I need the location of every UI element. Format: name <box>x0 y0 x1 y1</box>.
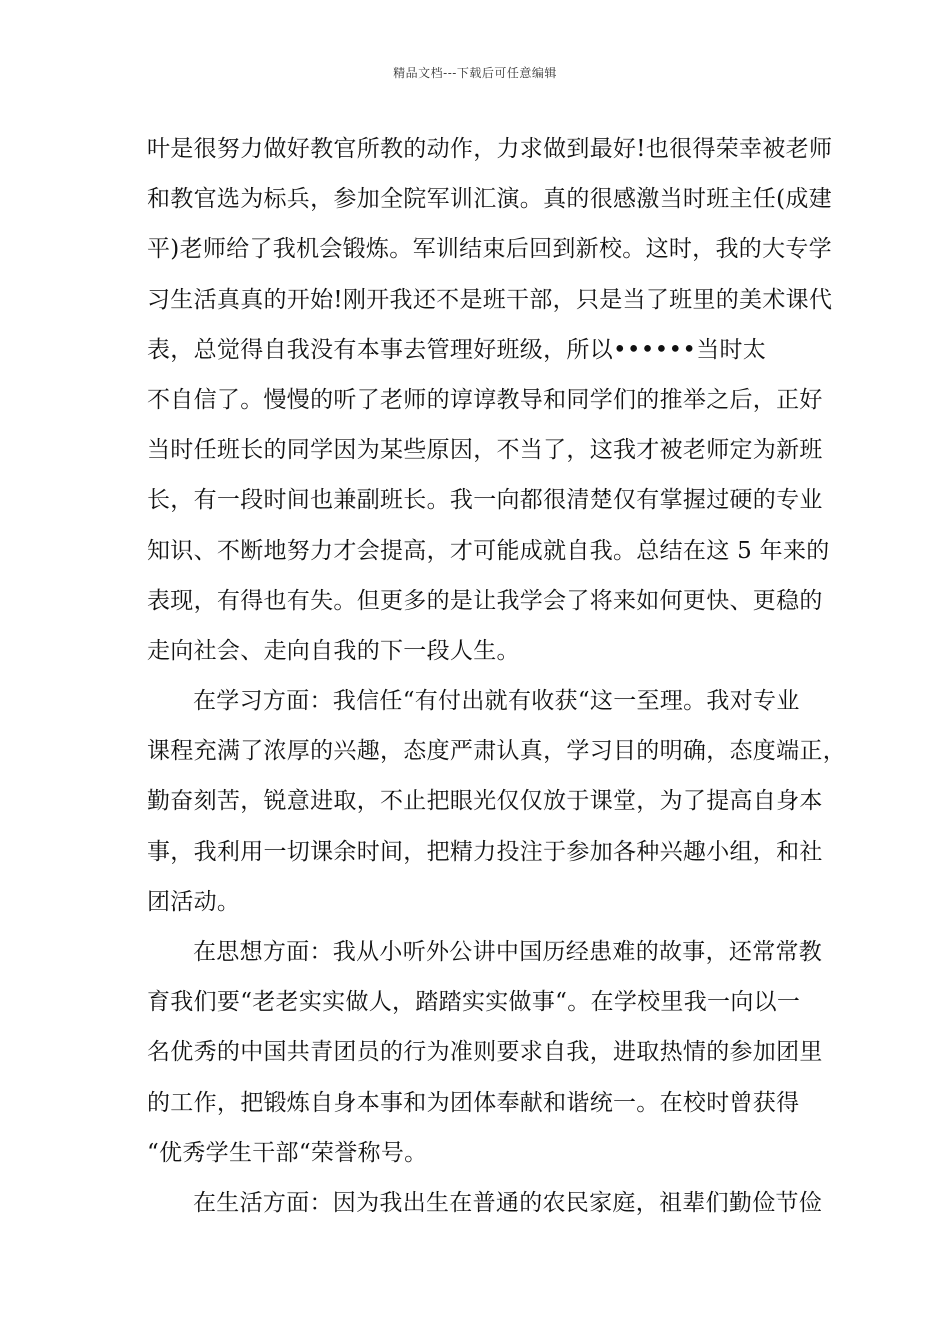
text-line: “优秀学生干部“荣誉称号。 <box>147 1139 428 1166</box>
text-line: 知识、不断地努力才会提高，才可能成就自我。总结在这 5 年来的 <box>147 537 830 564</box>
text-line: 习生活真真的开始!刚开我还不是班干部，只是当了班里的美术课代 <box>147 286 833 313</box>
text-line: 课程充满了浓厚的兴趣，态度严肃认真，学习目的明确，态度端正， <box>147 738 846 765</box>
text-line: 在学习方面：我信任“有付出就有收获“这一至理。我对专业 <box>193 688 800 715</box>
text-line: 平)老师给了我机会锻炼。军训结束后回到新校。这时，我的大专学 <box>147 236 832 263</box>
text-line: 表现，有得也有失。但更多的是让我学会了将来如何更快、更稳的 <box>147 587 823 614</box>
text-line: 名优秀的中国共青团员的行为准则要求自我，进取热情的参加团里 <box>147 1039 823 1066</box>
text-line: 走向社会、走向自我的下一段人生。 <box>147 637 520 664</box>
text-line: 表，总觉得自我没有本事去管理好班级，所以••••••当时太 <box>147 336 767 363</box>
text-line: 叶是很努力做好教官所教的动作，力求做到最好!也很得荣幸被老师 <box>147 136 833 162</box>
text-line: 在生活方面：因为我出生在普通的农民家庭，祖辈们勤俭节俭 <box>193 1189 823 1216</box>
text-line: 当时任班长的同学因为某些原因，不当了，这我才被老师定为新班 <box>147 437 823 464</box>
text-line: 的工作，把锻炼自身本事和为团体奉献和谐统一。在校时曾获得 <box>147 1089 800 1116</box>
text-line: 育我们要“老老实实做人，踏踏实实做事“。在学校里我一向以一 <box>147 989 801 1016</box>
text-line: 和教官选为标兵，参加全院军训汇演。真的很感激当时班主任(成建 <box>147 186 832 213</box>
page-header: 精品文档---下载后可任意编辑 <box>393 66 557 80</box>
text-line: 勤奋刻苦，锐意进取，不止把眼光仅仅放于课堂，为了提高自身本 <box>147 788 823 815</box>
document-body <box>147 124 846 1228</box>
text-line: 在思想方面：我从小听外公讲中国历经患难的故事，还常常教 <box>193 939 823 965</box>
text-line: 长，有一段时间也兼副班长。我一向都很清楚仅有掌握过硬的专业 <box>147 487 823 514</box>
text-line: 不自信了。慢慢的听了老师的谆谆教导和同学们的推举之后，正好 <box>147 386 823 413</box>
text-line: 事，我利用一切课余时间，把精力投注于参加各种兴趣小组，和社 <box>147 838 823 865</box>
text-line: 团活动。 <box>147 888 241 915</box>
